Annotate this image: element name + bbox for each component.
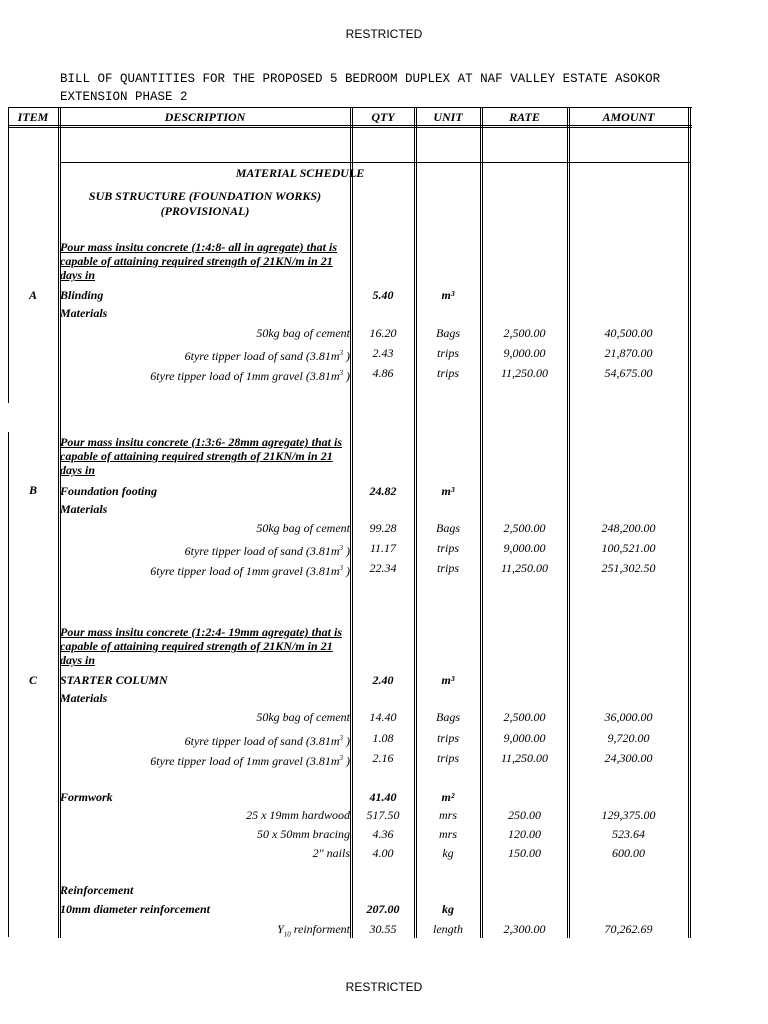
row-amount: 40,500.00 bbox=[604, 326, 653, 340]
row-desc: 6tyre tipper load of sand ($3.81m^3$ ) bbox=[184, 544, 350, 558]
row-desc: 6tyre tipper load of 1mm gravel ($3.81m^3$ ) bbox=[150, 564, 350, 578]
section-a-qty: 5.40 bbox=[372, 288, 394, 302]
row-desc: 25 x 19mm hardwood bbox=[246, 808, 350, 822]
row-desc: 6tyre tipper load of sand ($3.81m^3$ ) bbox=[184, 734, 350, 748]
row-rate: 2,300.00 bbox=[503, 922, 546, 936]
section-c-materials-label: Materials bbox=[60, 691, 108, 705]
row-unit: trips bbox=[436, 731, 459, 745]
document-title: BILL OF QUANTITIES FOR THE PROPOSED 5 BEDROOM DUPLEX AT NAF VALLEY ESTATE ASOKOR EXTENSION PHASE 2 bbox=[60, 72, 661, 104]
reinforcement-heading: Reinforcement bbox=[60, 883, 134, 897]
row-amount: 248,200.00 bbox=[601, 521, 656, 535]
section-a-spec: Pour mass insitu concrete (1:4:8- all in agregate) that is capable of attaining required strength of 21KN/m in 21 days in bbox=[60, 240, 338, 282]
row-qty: 2.43 bbox=[372, 346, 394, 360]
row-rate: 2,500.00 bbox=[503, 326, 546, 340]
row-unit: Bags bbox=[436, 521, 460, 535]
row-desc: $Y_{10}$ reinforment bbox=[277, 922, 350, 939]
row-amount: 100,521.00 bbox=[601, 541, 656, 555]
col-header-description: DESCRIPTION bbox=[164, 110, 246, 124]
row-desc: 50kg bag of cement bbox=[256, 521, 350, 535]
row-unit: kg bbox=[442, 846, 454, 860]
section-c-item: C bbox=[28, 673, 37, 687]
row-desc: 6tyre tipper load of 1mm gravel ($3.81m^3$ ) bbox=[150, 754, 350, 768]
row-amount: 129,375.00 bbox=[601, 808, 656, 822]
row-desc: 50kg bag of cement bbox=[256, 710, 350, 724]
row-unit: trips bbox=[436, 541, 459, 555]
row-unit: mrs bbox=[438, 808, 457, 822]
section-b-spec: Pour mass insitu concrete (1:3:6- 28mm agregate) that is capable of attaining required strength of 21KN/m in 21 days in bbox=[60, 435, 342, 477]
row-rate: 2,500.00 bbox=[503, 521, 546, 535]
row-qty: 1.08 bbox=[372, 731, 394, 745]
formwork-qty: 41.40 bbox=[369, 790, 397, 804]
row-rate: 11,250.00 bbox=[500, 561, 549, 575]
row-rate: 120.00 bbox=[508, 827, 541, 841]
row-desc: 6tyre tipper load of sand ($3.81m^3$ ) bbox=[184, 349, 350, 363]
row-rate: 150.00 bbox=[508, 846, 541, 860]
restricted-header: RESTRICTED bbox=[345, 27, 423, 41]
col-header-item: ITEM bbox=[17, 110, 49, 124]
row-unit: mrs bbox=[438, 827, 457, 841]
row-rate: 9,000.00 bbox=[503, 346, 546, 360]
row-qty: 4.00 bbox=[372, 846, 394, 860]
row-amount: 523.64 bbox=[612, 827, 645, 841]
row-unit: trips bbox=[436, 561, 459, 575]
row-unit: Bags bbox=[436, 710, 460, 724]
row-desc: 6tyre tipper load of 1mm gravel ($3.81m^3$ ) bbox=[150, 369, 350, 383]
row-desc: 2" nails bbox=[312, 846, 350, 860]
row-amount: 600.00 bbox=[612, 846, 645, 860]
row-qty: 517.50 bbox=[366, 808, 400, 822]
section-b-item: B bbox=[28, 483, 37, 497]
section-c-name: STARTER COLUMN bbox=[60, 673, 168, 687]
row-amount: 24,300.00 bbox=[604, 751, 653, 765]
row-rate: 11,250.00 bbox=[500, 366, 549, 380]
row-unit: trips bbox=[436, 751, 459, 765]
row-amount: 251,302.50 bbox=[601, 561, 656, 575]
row-desc: 50kg bag of cement bbox=[256, 326, 350, 340]
row-qty: 16.20 bbox=[369, 326, 397, 340]
row-rate: 9,000.00 bbox=[503, 541, 546, 555]
section-b-name: Foundation footing bbox=[60, 484, 158, 498]
row-qty: 2.16 bbox=[372, 751, 394, 765]
col-header-unit: UNIT bbox=[433, 110, 463, 124]
row-qty: 22.34 bbox=[369, 561, 397, 575]
row-qty: 30.55 bbox=[369, 922, 397, 936]
col-header-qty: QTY bbox=[371, 110, 395, 124]
row-rate: 11,250.00 bbox=[500, 751, 549, 765]
section-c-unit: m³ bbox=[441, 673, 455, 687]
material-schedule-heading: MATERIAL SCHEDULE bbox=[235, 166, 365, 180]
formwork-unit: m² bbox=[441, 790, 455, 804]
row-qty: 99.28 bbox=[369, 521, 397, 535]
section-a-unit: m³ bbox=[441, 288, 455, 302]
section-c-qty: 2.40 bbox=[372, 673, 394, 687]
section-a-item: A bbox=[28, 288, 37, 302]
reinforcement-qty: 207.00 bbox=[366, 902, 400, 916]
section-a-name: Blinding bbox=[60, 288, 104, 302]
row-unit: Bags bbox=[436, 326, 460, 340]
row-qty: 4.86 bbox=[372, 366, 394, 380]
row-qty: 4.36 bbox=[372, 827, 394, 841]
row-rate: 2,500.00 bbox=[503, 710, 546, 724]
row-amount: 9,720.00 bbox=[607, 731, 650, 745]
row-qty: 14.40 bbox=[369, 710, 397, 724]
sub-structure-heading: SUB STRUCTURE (FOUNDATION WORKS) bbox=[88, 189, 322, 203]
row-unit: length bbox=[433, 922, 463, 936]
row-unit: trips bbox=[436, 346, 459, 360]
formwork-name: Formwork bbox=[60, 790, 113, 804]
section-c-spec: Pour mass insitu concrete (1:2:4- 19mm agregate) that is capable of attaining required strength of 21KN/m in 21 days in bbox=[60, 625, 342, 667]
reinforcement-unit: kg bbox=[442, 902, 454, 916]
row-desc: 50 x 50mm bracing bbox=[257, 827, 350, 841]
row-amount: 21,870.00 bbox=[604, 346, 653, 360]
col-header-rate: RATE bbox=[509, 110, 540, 124]
section-a-materials-label: Materials bbox=[60, 306, 108, 320]
restricted-footer: RESTRICTED bbox=[345, 980, 423, 994]
section-b-materials-label: Materials bbox=[60, 502, 108, 516]
col-header-amount: AMOUNT bbox=[602, 110, 655, 124]
row-rate: 9,000.00 bbox=[503, 731, 546, 745]
row-qty: 11.17 bbox=[369, 541, 397, 555]
row-rate: 250.00 bbox=[508, 808, 541, 822]
row-amount: 36,000.00 bbox=[604, 710, 653, 724]
section-b-unit: m³ bbox=[441, 484, 455, 498]
row-unit: trips bbox=[436, 366, 459, 380]
row-amount: 70,262.69 bbox=[604, 922, 653, 936]
reinforcement-name: 10mm diameter reinforcement bbox=[60, 902, 210, 916]
section-b-qty: 24.82 bbox=[369, 484, 397, 498]
row-amount: 54,675.00 bbox=[604, 366, 653, 380]
provisional-heading: (PROVISIONAL) bbox=[160, 204, 250, 218]
